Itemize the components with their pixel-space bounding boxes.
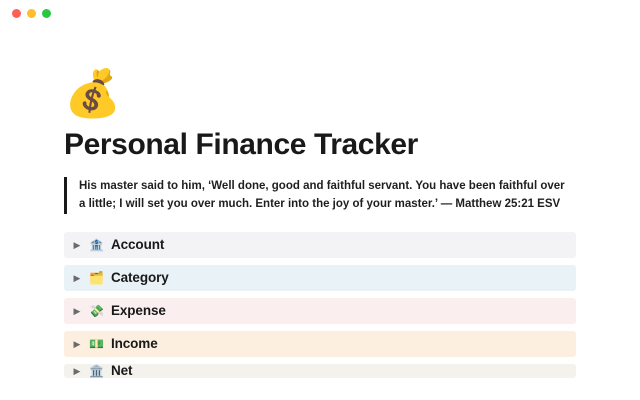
money-with-wings-icon: 💸: [89, 303, 104, 318]
toggle-label-income: Income: [110, 336, 158, 352]
bank-icon: 🏦: [89, 237, 104, 252]
card-index-dividers-icon: 🗂️: [89, 270, 104, 285]
close-window-button[interactable]: [12, 9, 21, 18]
toggle-list: [64, 232, 576, 378]
toggle-label-expense: Expense: [110, 303, 166, 319]
maximize-window-button[interactable]: [42, 9, 51, 18]
toggle-row-net[interactable]: [64, 364, 576, 378]
dollar-banknote-icon: 💵: [89, 336, 104, 351]
chevron-right-icon[interactable]: ▶: [73, 365, 81, 376]
classical-building-icon: 🏛️: [89, 363, 104, 378]
minimize-window-button[interactable]: [27, 9, 36, 18]
money-bag-icon[interactable]: 💰: [64, 67, 122, 119]
toggle-row-expense[interactable]: [64, 298, 576, 324]
toggle-row-category[interactable]: [64, 265, 576, 291]
page-content: [0, 67, 640, 378]
chevron-right-icon[interactable]: ▶: [73, 272, 81, 283]
chevron-right-icon[interactable]: ▶: [73, 338, 81, 349]
chevron-right-icon[interactable]: ▶: [73, 305, 81, 316]
toggle-label-net: Net: [110, 363, 133, 378]
chevron-right-icon[interactable]: ▶: [73, 239, 81, 250]
toggle-label-account: Account: [110, 237, 165, 253]
toggle-row-account[interactable]: [64, 232, 576, 258]
page-title: Personal Finance Tracker: [64, 128, 418, 161]
window-titlebar: [0, 0, 640, 26]
toggle-label-category: Category: [110, 270, 169, 286]
toggle-row-income[interactable]: [64, 331, 576, 357]
quote-block: His master said to him, ‘Well done, good and faithful servant. You have been faithful over a little; I will set you over much. Enter into the joy of your master.’ — Matthew 25:21 ESV: [64, 177, 571, 214]
